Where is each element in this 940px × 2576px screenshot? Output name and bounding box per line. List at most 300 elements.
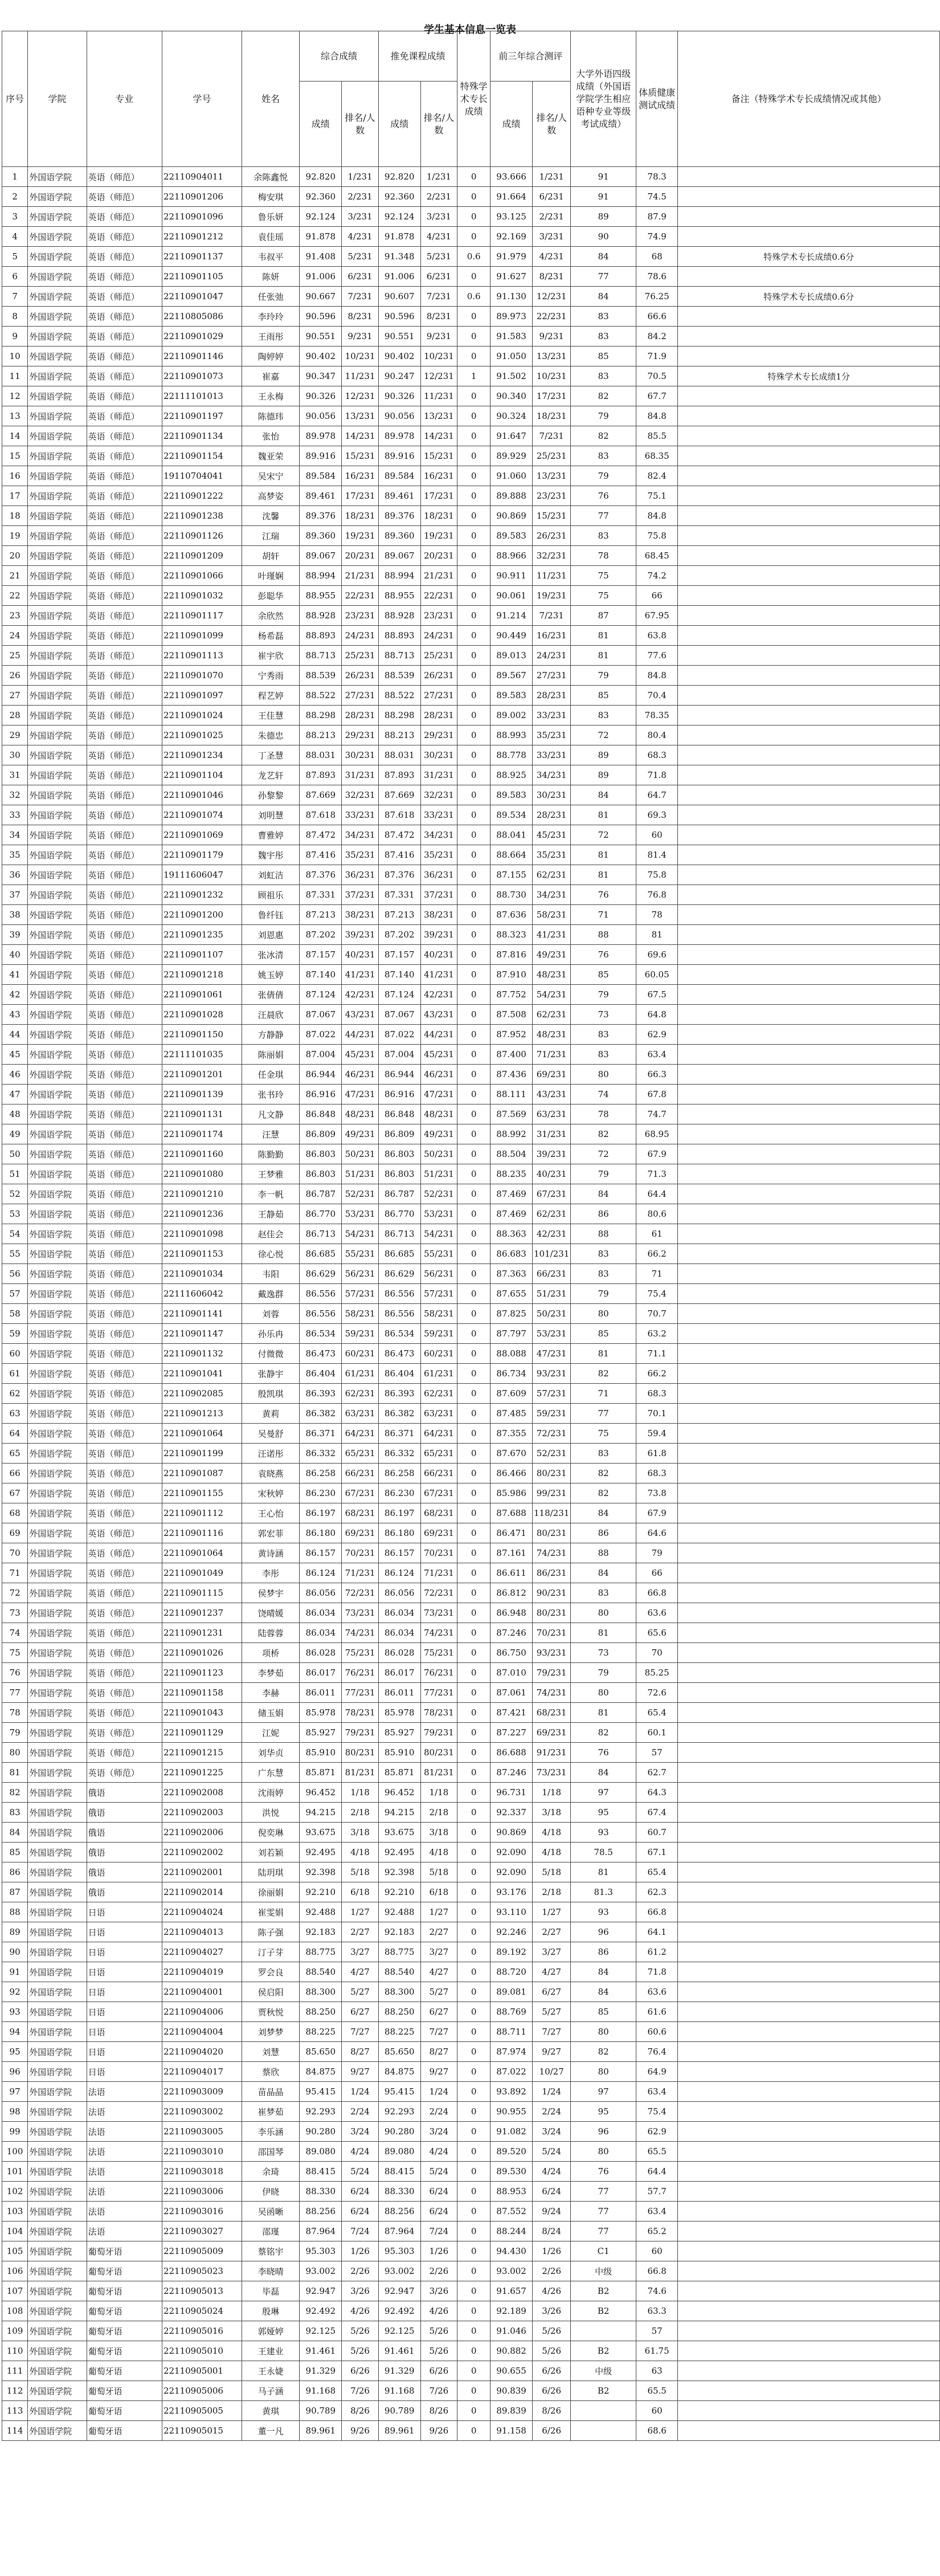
- cell-recommend-score: 87.376: [378, 865, 420, 885]
- cell-student-id: 22110904001: [162, 1982, 242, 2002]
- table-row: [2, 666, 940, 686]
- cell-health-score: 65.5: [636, 2381, 678, 2401]
- cell-student-id: 22110903016: [162, 2202, 242, 2222]
- cell-recommend-rank: 53/231: [420, 1204, 457, 1224]
- cell-name: 姚玉婷: [242, 965, 299, 985]
- cell-major: 英语（师范）: [87, 925, 162, 945]
- cell-comprehensive-score: 90.326: [300, 386, 342, 406]
- cell-health-score: 66.3: [636, 1065, 678, 1085]
- cell-comprehensive-score: 87.124: [300, 985, 342, 1005]
- cell-name: 广东慧: [242, 1763, 299, 1783]
- cell-comprehensive-rank: 26/231: [342, 666, 379, 686]
- cell-eval3-rank: 32/231: [532, 546, 570, 566]
- cell-eval3-score: 87.910: [491, 965, 533, 985]
- cell-name: 崔雯娟: [242, 1902, 299, 1922]
- cell-remark: [678, 1683, 940, 1703]
- cell-name: 余陈鑫悦: [242, 167, 299, 187]
- cell-comprehensive-score: 88.955: [300, 586, 342, 606]
- table-row: [2, 1464, 940, 1483]
- cell-eval3-score: 87.636: [491, 905, 533, 925]
- cell-seq: 29: [2, 725, 28, 745]
- cell-college: 外国语学院: [28, 586, 87, 606]
- cell-eval3-rank: 90/231: [532, 1583, 570, 1603]
- cell-health-score: 64.6: [636, 1523, 678, 1543]
- cell-name: 袁晓燕: [242, 1464, 299, 1483]
- cell-major: 英语（师范）: [87, 1204, 162, 1224]
- cell-cet-score: 82: [571, 1124, 636, 1144]
- cell-eval3-rank: 86/231: [532, 1563, 570, 1583]
- header-comprehensive-rank: 排名/人数: [342, 81, 379, 167]
- table-row: [2, 1683, 940, 1703]
- cell-name: 蔡欣: [242, 2062, 299, 2082]
- cell-comprehensive-rank: 24/231: [342, 626, 379, 646]
- cell-health-score: 61.8: [636, 1444, 678, 1464]
- cell-health-score: 68: [636, 247, 678, 267]
- cell-special-score: 0: [457, 187, 491, 207]
- cell-cet-score: 96: [571, 1922, 636, 1942]
- cell-student-id: 22110901028: [162, 1005, 242, 1025]
- cell-college: 外国语学院: [28, 1085, 87, 1104]
- cell-eval3-score: 93.125: [491, 207, 533, 227]
- cell-college: 外国语学院: [28, 1104, 87, 1124]
- cell-health-score: 70.5: [636, 366, 678, 386]
- cell-remark: [678, 406, 940, 426]
- cell-special-score: 0: [457, 1104, 491, 1124]
- cell-remark: [678, 167, 940, 187]
- cell-seq: 41: [2, 965, 28, 985]
- cell-college: 外国语学院: [28, 1942, 87, 1962]
- cell-special-score: 0: [457, 1304, 491, 1324]
- cell-eval3-rank: 50/231: [532, 1304, 570, 1324]
- cell-recommend-score: 86.809: [378, 1124, 420, 1144]
- cell-student-id: 22110905016: [162, 2321, 242, 2341]
- cell-recommend-rank: 45/231: [420, 1045, 457, 1065]
- table-row: [2, 366, 940, 386]
- cell-comprehensive-rank: 1/27: [342, 1902, 379, 1922]
- header-major: 专业: [87, 31, 162, 167]
- cell-remark: [678, 2341, 940, 2361]
- cell-name: 李赫: [242, 1683, 299, 1703]
- cell-recommend-rank: 64/231: [420, 1424, 457, 1444]
- cell-recommend-rank: 14/231: [420, 426, 457, 446]
- cell-health-score: 74.5: [636, 187, 678, 207]
- cell-special-score: 0: [457, 686, 491, 706]
- cell-name: 曹雅婷: [242, 825, 299, 845]
- cell-major: 法语: [87, 2182, 162, 2202]
- cell-seq: 47: [2, 1085, 28, 1104]
- cell-student-id: 22110901174: [162, 1124, 242, 1144]
- cell-health-score: 74.2: [636, 566, 678, 586]
- cell-name: 孙乐冉: [242, 1324, 299, 1344]
- cell-health-score: 71.1: [636, 1344, 678, 1364]
- cell-college: 外国语学院: [28, 2082, 87, 2102]
- cell-major: 英语（师范）: [87, 1144, 162, 1164]
- cell-cet-score: 86: [571, 1942, 636, 1962]
- cell-comprehensive-score: 86.713: [300, 1224, 342, 1244]
- cell-eval3-score: 90.882: [491, 2341, 533, 2361]
- cell-special-score: 0: [457, 905, 491, 925]
- cell-seq: 56: [2, 1264, 28, 1284]
- cell-cet-score: 96: [571, 2122, 636, 2142]
- cell-major: 英语（师范）: [87, 706, 162, 725]
- cell-recommend-rank: 3/27: [420, 1942, 457, 1962]
- table-row: [2, 2301, 940, 2321]
- cell-eval3-score: 87.974: [491, 2042, 533, 2062]
- cell-cet-score: 79: [571, 1663, 636, 1683]
- table-row: [2, 2281, 940, 2301]
- cell-name: 魏亚荣: [242, 446, 299, 466]
- cell-name: 洪悦: [242, 1803, 299, 1823]
- cell-comprehensive-rank: 28/231: [342, 706, 379, 725]
- cell-college: 外国语学院: [28, 526, 87, 546]
- cell-major: 英语（师范）: [87, 466, 162, 486]
- cell-major: 英语（师范）: [87, 366, 162, 386]
- cell-remark: [678, 1763, 940, 1783]
- cell-recommend-rank: 8/27: [420, 2042, 457, 2062]
- cell-special-score: 0: [457, 526, 491, 546]
- cell-special-score: 0: [457, 1603, 491, 1623]
- cell-eval3-score: 88.730: [491, 885, 533, 905]
- cell-health-score: 62.9: [636, 2122, 678, 2142]
- cell-cet-score: 91: [571, 167, 636, 187]
- cell-cet-score: 75: [571, 586, 636, 606]
- table-row: [2, 546, 940, 566]
- cell-special-score: 0: [457, 347, 491, 366]
- cell-recommend-score: 86.157: [378, 1543, 420, 1563]
- cell-special-score: 0: [457, 1045, 491, 1065]
- cell-comprehensive-score: 92.495: [300, 1843, 342, 1862]
- cell-remark: [678, 2222, 940, 2241]
- table-row: [2, 765, 940, 785]
- cell-college: 外国语学院: [28, 1783, 87, 1803]
- cell-special-score: 0: [457, 606, 491, 626]
- cell-remark: [678, 1583, 940, 1603]
- cell-comprehensive-rank: 16/231: [342, 466, 379, 486]
- cell-eval3-score: 88.992: [491, 1124, 533, 1144]
- cell-seq: 23: [2, 606, 28, 626]
- cell-major: 英语（师范）: [87, 945, 162, 965]
- cell-name: 殷凯琪: [242, 1384, 299, 1404]
- cell-major: 英语（师范）: [87, 1723, 162, 1743]
- cell-major: 英语（师范）: [87, 606, 162, 626]
- cell-cet-score: 84: [571, 1763, 636, 1783]
- cell-comprehensive-rank: 53/231: [342, 1204, 379, 1224]
- cell-eval3-rank: 11/231: [532, 566, 570, 586]
- cell-name: 程艺婷: [242, 686, 299, 706]
- cell-special-score: 0: [457, 1065, 491, 1085]
- cell-comprehensive-score: 86.556: [300, 1304, 342, 1324]
- cell-college: 外国语学院: [28, 706, 87, 725]
- cell-remark: [678, 1404, 940, 1424]
- cell-eval3-rank: 2/18: [532, 1882, 570, 1902]
- cell-comprehensive-score: 91.878: [300, 227, 342, 247]
- cell-seq: 25: [2, 646, 28, 666]
- cell-comprehensive-score: 95.303: [300, 2241, 342, 2261]
- table-row: [2, 845, 940, 865]
- cell-comprehensive-rank: 29/231: [342, 725, 379, 745]
- table-row: [2, 2341, 940, 2361]
- cell-seq: 90: [2, 1942, 28, 1962]
- cell-remark: [678, 1723, 940, 1743]
- cell-remark: [678, 1364, 940, 1384]
- cell-special-score: 0: [457, 1783, 491, 1803]
- cell-college: 外国语学院: [28, 1025, 87, 1045]
- cell-recommend-rank: 7/26: [420, 2381, 457, 2401]
- cell-major: 英语（师范）: [87, 446, 162, 466]
- cell-eval3-score: 87.952: [491, 1025, 533, 1045]
- cell-comprehensive-score: 87.376: [300, 865, 342, 885]
- cell-comprehensive-score: 92.947: [300, 2281, 342, 2301]
- cell-remark: [678, 666, 940, 686]
- table-row: [2, 1843, 940, 1862]
- cell-seq: 22: [2, 586, 28, 606]
- cell-remark: [678, 805, 940, 825]
- cell-recommend-score: 86.803: [378, 1164, 420, 1184]
- cell-comprehensive-rank: 4/26: [342, 2301, 379, 2321]
- cell-name: 李玲玲: [242, 307, 299, 327]
- cell-special-score: 0: [457, 327, 491, 347]
- cell-cet-score: 95: [571, 1803, 636, 1823]
- cell-eval3-score: 86.688: [491, 1743, 533, 1763]
- cell-major: 英语（师范）: [87, 1424, 162, 1444]
- cell-major: 英语（师范）: [87, 187, 162, 207]
- cell-seq: 38: [2, 905, 28, 925]
- cell-college: 外国语学院: [28, 1444, 87, 1464]
- cell-college: 外国语学院: [28, 2042, 87, 2062]
- cell-eval3-rank: 73/231: [532, 1763, 570, 1783]
- cell-name: 王永婕: [242, 2361, 299, 2381]
- cell-college: 外国语学院: [28, 1244, 87, 1264]
- cell-seq: 66: [2, 1464, 28, 1483]
- cell-comprehensive-score: 88.298: [300, 706, 342, 725]
- cell-name: 宋秋婷: [242, 1483, 299, 1503]
- cell-college: 外国语学院: [28, 506, 87, 526]
- cell-remark: [678, 2022, 940, 2042]
- cell-name: 汀子芽: [242, 1942, 299, 1962]
- cell-remark: [678, 2002, 940, 2022]
- cell-recommend-rank: 44/231: [420, 1025, 457, 1045]
- cell-eval3-rank: 2/231: [532, 207, 570, 227]
- cell-recommend-score: 93.675: [378, 1823, 420, 1843]
- cell-remark: [678, 1563, 940, 1583]
- cell-student-id: 22110901098: [162, 1224, 242, 1244]
- table-row: [2, 865, 940, 885]
- table-row: [2, 2421, 940, 2441]
- cell-cet-score: B2: [571, 2281, 636, 2301]
- cell-comprehensive-rank: 6/18: [342, 1882, 379, 1902]
- cell-cet-score: 81: [571, 1703, 636, 1723]
- cell-major: 俄语: [87, 1862, 162, 1882]
- cell-remark: [678, 725, 940, 745]
- cell-comprehensive-score: 94.215: [300, 1803, 342, 1823]
- cell-name: 刘梦梦: [242, 2022, 299, 2042]
- cell-recommend-rank: 46/231: [420, 1065, 457, 1085]
- table-row: [2, 2122, 940, 2142]
- cell-special-score: 0: [457, 1483, 491, 1503]
- cell-major: 英语（师范）: [87, 1464, 162, 1483]
- cell-recommend-rank: 28/231: [420, 706, 457, 725]
- cell-recommend-score: 85.978: [378, 1703, 420, 1723]
- cell-health-score: 68.3: [636, 1464, 678, 1483]
- cell-comprehensive-score: 84.875: [300, 2062, 342, 2082]
- cell-comprehensive-rank: 71/231: [342, 1563, 379, 1583]
- table-row: [2, 1922, 940, 1942]
- cell-health-score: 60: [636, 2401, 678, 2421]
- table-row: [2, 2042, 940, 2062]
- cell-student-id: 22110901112: [162, 1503, 242, 1523]
- cell-college: 外国语学院: [28, 1683, 87, 1703]
- cell-eval3-score: 92.246: [491, 1922, 533, 1942]
- cell-comprehensive-rank: 51/231: [342, 1164, 379, 1184]
- cell-major: 英语（师范）: [87, 386, 162, 406]
- cell-recommend-score: 86.028: [378, 1643, 420, 1663]
- cell-college: 外国语学院: [28, 466, 87, 486]
- cell-major: 英语（师范）: [87, 845, 162, 865]
- cell-college: 外国语学院: [28, 1643, 87, 1663]
- cell-name: 黄莉: [242, 1404, 299, 1424]
- cell-eval3-score: 86.466: [491, 1464, 533, 1483]
- cell-college: 外国语学院: [28, 626, 87, 646]
- table-row: [2, 1503, 940, 1523]
- cell-remark: [678, 2381, 940, 2401]
- cell-remark: [678, 765, 940, 785]
- cell-student-id: 22110901150: [162, 1025, 242, 1045]
- cell-major: 英语（师范）: [87, 785, 162, 805]
- cell-recommend-score: 87.964: [378, 2222, 420, 2241]
- cell-major: 日语: [87, 1902, 162, 1922]
- cell-name: 王永梅: [242, 386, 299, 406]
- cell-remark: [678, 1882, 940, 1902]
- cell-health-score: 73.8: [636, 1483, 678, 1503]
- cell-recommend-score: 86.011: [378, 1683, 420, 1703]
- cell-recommend-rank: 81/231: [420, 1763, 457, 1783]
- cell-special-score: 0: [457, 1862, 491, 1882]
- cell-eval3-score: 90.061: [491, 586, 533, 606]
- cell-comprehensive-score: 86.809: [300, 1124, 342, 1144]
- cell-recommend-score: 86.685: [378, 1244, 420, 1264]
- cell-cet-score: 84: [571, 1563, 636, 1583]
- cell-college: 外国语学院: [28, 1045, 87, 1065]
- cell-name: 任张弛: [242, 287, 299, 307]
- table-row: [2, 1603, 940, 1623]
- cell-comprehensive-score: 86.944: [300, 1065, 342, 1085]
- header-cet: 大学外语四级成绩（外国语学院学生相应语种专业等级考试成绩）: [571, 31, 636, 167]
- cell-recommend-score: 88.775: [378, 1942, 420, 1962]
- cell-recommend-rank: 50/231: [420, 1144, 457, 1164]
- cell-student-id: 22110901139: [162, 1085, 242, 1104]
- cell-special-score: 0: [457, 1264, 491, 1284]
- cell-comprehensive-score: 86.197: [300, 1503, 342, 1523]
- cell-eval3-rank: 91/231: [532, 1743, 570, 1763]
- cell-eval3-rank: 101/231: [532, 1244, 570, 1264]
- cell-name: 王雨彤: [242, 327, 299, 347]
- cell-seq: 42: [2, 985, 28, 1005]
- cell-major: 葡萄牙语: [87, 2241, 162, 2261]
- cell-cet-score: 81.3: [571, 1882, 636, 1902]
- cell-comprehensive-rank: 39/231: [342, 925, 379, 945]
- cell-major: 英语（师范）: [87, 725, 162, 745]
- cell-recommend-score: 91.461: [378, 2341, 420, 2361]
- cell-recommend-score: 85.910: [378, 1743, 420, 1763]
- cell-comprehensive-rank: 55/231: [342, 1244, 379, 1264]
- cell-remark: [678, 207, 940, 227]
- cell-cet-score: 79: [571, 666, 636, 686]
- cell-college: 外国语学院: [28, 1224, 87, 1244]
- cell-student-id: 22110905024: [162, 2301, 242, 2321]
- cell-health-score: 75.4: [636, 1284, 678, 1304]
- cell-college: 外国语学院: [28, 2062, 87, 2082]
- table-row: [2, 327, 940, 347]
- cell-recommend-rank: 2/26: [420, 2261, 457, 2281]
- cell-recommend-score: 88.713: [378, 646, 420, 666]
- cell-comprehensive-score: 87.202: [300, 925, 342, 945]
- cell-comprehensive-score: 87.416: [300, 845, 342, 865]
- cell-health-score: 72.6: [636, 1683, 678, 1703]
- cell-recommend-score: 86.944: [378, 1065, 420, 1085]
- cell-eval3-rank: 23/231: [532, 486, 570, 506]
- cell-college: 外国语学院: [28, 686, 87, 706]
- cell-student-id: 22110901117: [162, 606, 242, 626]
- cell-health-score: 66.8: [636, 2261, 678, 2281]
- table-row: [2, 1364, 940, 1384]
- cell-health-score: 63.8: [636, 626, 678, 646]
- cell-cet-score: 75: [571, 1424, 636, 1444]
- cell-major: 英语（师范）: [87, 1543, 162, 1563]
- cell-eval3-rank: 72/231: [532, 1424, 570, 1444]
- cell-remark: [678, 307, 940, 327]
- table-row: [2, 2222, 940, 2241]
- cell-health-score: 68.6: [636, 2421, 678, 2441]
- cell-college: 外国语学院: [28, 965, 87, 985]
- cell-student-id: 22110901232: [162, 885, 242, 905]
- cell-college: 外国语学院: [28, 825, 87, 845]
- cell-recommend-rank: 52/231: [420, 1184, 457, 1204]
- cell-major: 英语（师范）: [87, 646, 162, 666]
- cell-cet-score: 95: [571, 2102, 636, 2122]
- cell-eval3-score: 87.363: [491, 1264, 533, 1284]
- cell-eval3-score: 88.720: [491, 1962, 533, 1982]
- table-row: [2, 2102, 940, 2122]
- cell-student-id: 22110901097: [162, 686, 242, 706]
- cell-comprehensive-score: 91.168: [300, 2381, 342, 2401]
- cell-name: 陆蓉蓉: [242, 1623, 299, 1643]
- cell-seq: 109: [2, 2321, 28, 2341]
- cell-student-id: 22110901113: [162, 646, 242, 666]
- cell-comprehensive-rank: 27/231: [342, 686, 379, 706]
- cell-seq: 72: [2, 1583, 28, 1603]
- cell-comprehensive-score: 86.124: [300, 1563, 342, 1583]
- cell-seq: 92: [2, 1982, 28, 2002]
- cell-college: 外国语学院: [28, 1543, 87, 1563]
- cell-major: 英语（师范）: [87, 825, 162, 845]
- cell-cet-score: 79: [571, 1284, 636, 1304]
- table-row: [2, 1045, 940, 1065]
- cell-comprehensive-rank: 8/26: [342, 2401, 379, 2421]
- cell-health-score: 67.95: [636, 606, 678, 626]
- cell-seq: 14: [2, 426, 28, 446]
- table-row: [2, 1803, 940, 1823]
- cell-remark: [678, 426, 940, 446]
- cell-comprehensive-score: 86.787: [300, 1184, 342, 1204]
- cell-eval3-rank: 80/231: [532, 1523, 570, 1543]
- cell-cet-score: 90: [571, 227, 636, 247]
- cell-eval3-score: 88.925: [491, 765, 533, 785]
- cell-name: 李彤: [242, 1563, 299, 1583]
- cell-major: 英语（师范）: [87, 406, 162, 426]
- cell-eval3-rank: 33/231: [532, 745, 570, 765]
- cell-eval3-rank: 4/27: [532, 1962, 570, 1982]
- cell-comprehensive-score: 86.803: [300, 1144, 342, 1164]
